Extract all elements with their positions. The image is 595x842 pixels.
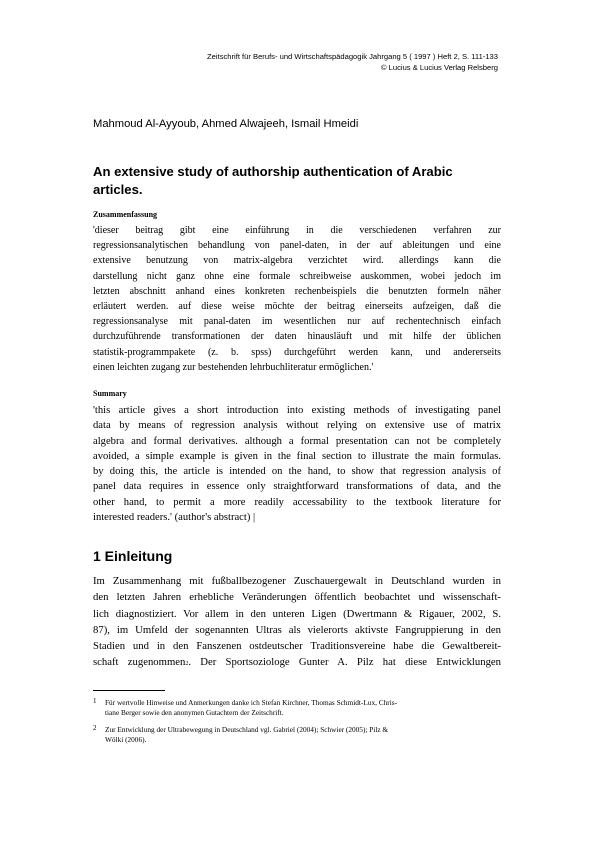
summary-line: panel data requires in essence only straightforward transformations of data, and the bbox=[93, 481, 501, 493]
section-body bbox=[93, 573, 501, 671]
body-line: 87), im Umfeld der sogenannten Ultras als vielerorts aktivste Fangruppierung in den bbox=[93, 623, 501, 636]
body-line: den letzten Jahren erhebliche Veränderungen öffentlich beobachtet und wissenschaft- bbox=[93, 591, 501, 604]
abstract-line: einen leichten zugang zur bestehenden lehrbuchliteratur ermöglichen.' bbox=[93, 361, 374, 373]
abstract-line: regressionsanalytischen behandlung von panel-daten, in der auf ableitungen und eine bbox=[93, 240, 501, 252]
footnote-divider bbox=[93, 690, 165, 691]
journal-header bbox=[207, 51, 498, 73]
journal-citation: Zeitschrift für Berufs- und Wirtschaftspädagogik Jahrgang 5 ( 1997 ) Heft 2, S. 111-133 bbox=[207, 52, 498, 61]
zusammenfassung-text bbox=[93, 223, 501, 375]
abstract-line: darstellung nicht ganz ohne eine formale schreibweise auskommen, wobei jedoch im bbox=[93, 270, 501, 282]
footnote-text: tiane Berger sowie den anonymen Gutachtern der Zeitschrift. bbox=[105, 708, 284, 717]
footnote bbox=[93, 698, 503, 718]
summary-heading: Summary bbox=[93, 389, 127, 398]
summary-text bbox=[93, 403, 501, 525]
summary-line: interested readers.' (author's abstract) | bbox=[93, 512, 256, 524]
abstract-line: regressionsanalyse mit panal-daten im wesentlichen nur auf rechentechnisch einfach bbox=[93, 316, 501, 328]
abstract-line: durchzuführende transformationen der daten hinausläuft und mit hilfe der üblichen bbox=[93, 331, 501, 343]
footnote-text: Für wertvolle Hinweise und Anmerkungen danke ich Stefan Kirchner, Thomas Schmidt-Lux, Chris- bbox=[105, 698, 397, 707]
summary-line: data by means of regression analysis without relying on extensive use of matrix bbox=[93, 420, 501, 432]
summary-line: algebra and formal derivatives. although a formal presentation can not be completely bbox=[93, 435, 501, 447]
title-line: articles. bbox=[93, 182, 143, 197]
body-text-fragment: . Der Sportsoziologe Gunter A. Pilz hat diese Entwicklungen bbox=[188, 656, 501, 669]
summary-line: avoided, a simple example is given in the final section to illustrate the main formulas. bbox=[93, 450, 501, 462]
body-line: lich diagnostiziert. Vor allem in den unteren Ligen (Dwertmann & Rigauer, 2002, S. bbox=[93, 607, 501, 620]
footnote-ref[interactable]: 2 bbox=[185, 661, 189, 668]
summary-line: by doing this, the article is intended on the hand, to show that regression analysis of bbox=[93, 466, 501, 478]
summary-line: 'this article gives a short introduction into existing methods of investigating panel bbox=[93, 405, 501, 416]
title-line: An extensive study of authorship authentication of Arabic bbox=[93, 164, 453, 179]
body-text-fragment: schaft zugenommen bbox=[93, 656, 186, 669]
summary-line: other hand, to permit a more readily accessability to the textbook literature for bbox=[93, 496, 501, 508]
footnote-text: Zur Entwicklung der Ultrabewegung in Deutschland vgl. Gabriel (2004); Schwier (2005); Pilz & bbox=[105, 725, 389, 734]
paper-title bbox=[93, 163, 513, 199]
body-line: Stadien und in den Fanszenen ostdeutscher Traditionsvereine habe die Gewaltbereit- bbox=[93, 640, 501, 653]
footnote bbox=[93, 725, 503, 745]
footnote-number: 2 bbox=[93, 724, 97, 732]
section-heading: 1 Einleitung bbox=[93, 548, 173, 564]
author-list: Mahmoud Al-Ayyoub, Ahmed Alwajeeh, Ismail Hmeidi bbox=[93, 118, 359, 130]
footnote-number: 1 bbox=[93, 697, 97, 705]
footnote-text: Wölki (2006). bbox=[105, 735, 147, 744]
abstract-line: letzten abschnitt anhand eines konkreten rechenbeispiels die benutzten formeln näher bbox=[93, 285, 501, 297]
abstract-line: 'dieser beitrag gibt eine einführung in die verschiedenen verfahren zur bbox=[93, 225, 501, 236]
abstract-line: statistik-programmpakete (z. b. spss) durchgeführt werden kann, und andererseits bbox=[93, 346, 501, 358]
abstract-line: extensive benutzung von matrix-algebra verzichtet wird. allerdings kann die bbox=[93, 255, 501, 267]
body-line: Im Zusammenhang mit fußballbezogener Zuschauergewalt in Deutschland wurden in bbox=[93, 575, 501, 587]
body-line bbox=[93, 654, 501, 670]
publisher-line: © Lucius & Lucius Verlag Relsberg bbox=[380, 63, 498, 72]
zusammenfassung-heading: Zusammenfassung bbox=[93, 210, 158, 219]
abstract-line: erläutert werden. auf diese weise möchte der beitrag einerseits aufzeigen, daß die bbox=[93, 300, 501, 312]
